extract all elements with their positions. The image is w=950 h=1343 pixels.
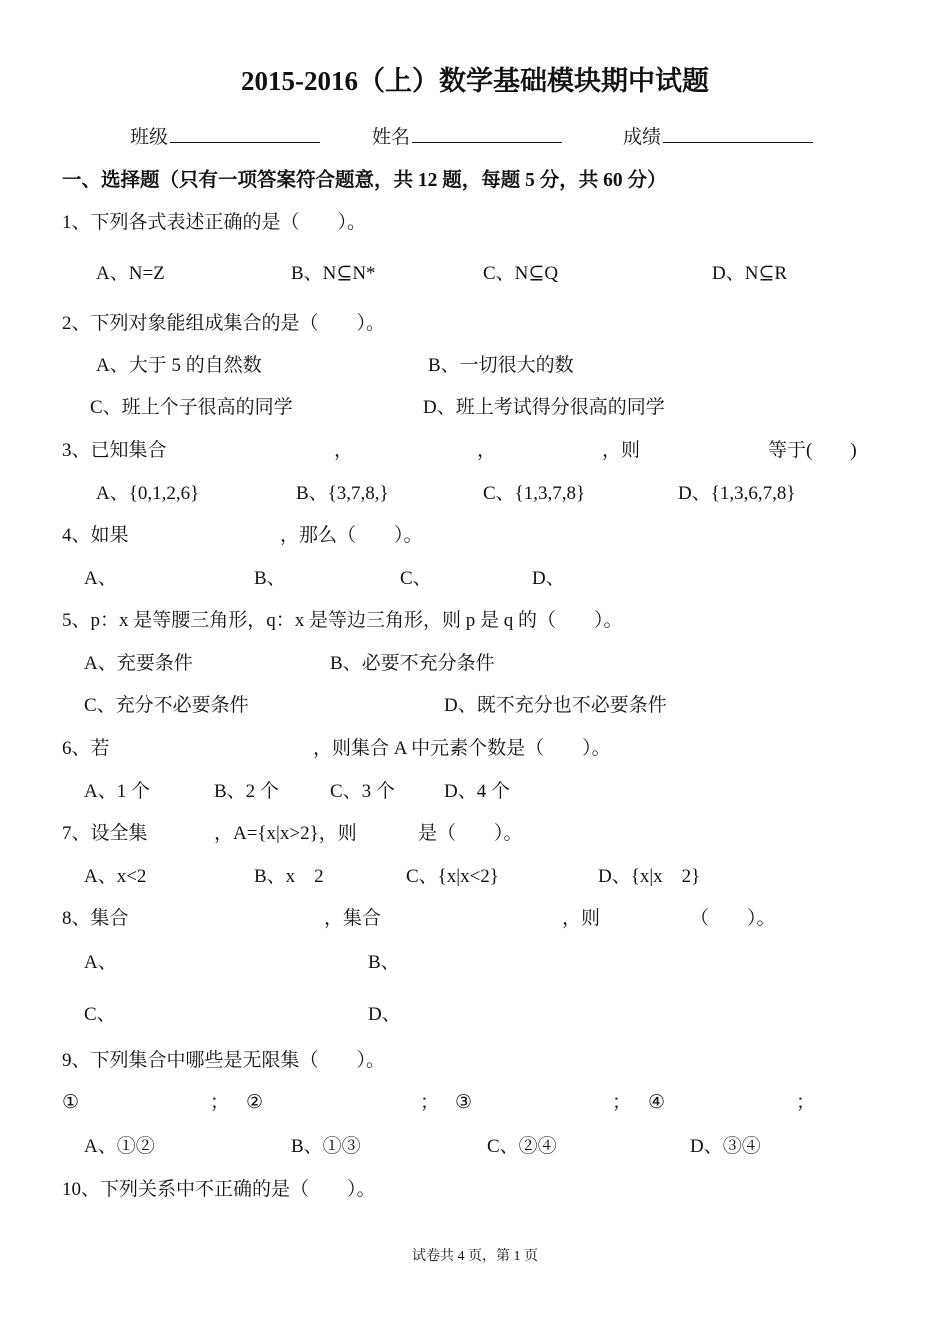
q7-stem-start: 7、设全集 (62, 823, 148, 844)
q3-comma-2: ， (477, 440, 497, 461)
q2-option-b: B、一切很大的数 (428, 355, 574, 376)
q9-sep-2: ； (420, 1092, 440, 1113)
q7-stem-end: 是（ ）。 (418, 823, 523, 844)
q2-option-d: D、班上考试得分很高的同学 (423, 397, 665, 418)
q5-stem: 5、p：x 是等腰三角形，q：x 是等边三角形，则 p 是 q 的（ ）。 (62, 610, 623, 631)
q8-option-c: C、 (84, 1004, 116, 1025)
q3-then: ，则 (602, 440, 641, 461)
q1-option-d: D、N⊆R (712, 263, 788, 284)
q8-option-b: B、 (368, 952, 400, 973)
q6-stem-start: 6、若 (62, 738, 110, 759)
q6-option-a: A、1 个 (84, 781, 150, 802)
q7-option-d: D、{x|x 2} (598, 866, 701, 887)
q9-sep-3: ； (612, 1092, 632, 1113)
q7-stem-mid: ，A={x|x>2}，则 (214, 823, 357, 844)
q3-comma-1: ， (334, 440, 354, 461)
q1-option-c: C、N⊆Q (483, 263, 559, 284)
q1-stem: 1、下列各式表述正确的是（ ）。 (62, 212, 367, 233)
class-blank (170, 141, 320, 143)
section-heading: 一、选择题（只有一项答案符合题意，共 12 题，每题 5 分，共 60 分） (62, 170, 667, 191)
score-label: 成绩 (623, 127, 662, 148)
class-field (130, 128, 320, 147)
q6-option-c: C、3 个 (330, 781, 395, 802)
q3-option-d: D、{1,3,6,7,8} (678, 483, 796, 504)
score-field (623, 128, 813, 147)
name-label: 姓名 (372, 127, 411, 148)
q3-option-b: B、{3,7,8,} (296, 483, 389, 504)
q4-option-d: D、 (532, 568, 565, 589)
q9-stem: 9、下列集合中哪些是无限集（ ）。 (62, 1050, 386, 1071)
q9-item-1: ① (62, 1092, 80, 1113)
q4-stem-start: 4、如果 (62, 525, 129, 546)
q6-option-b: B、2 个 (214, 781, 279, 802)
q4-option-a: A、 (84, 568, 117, 589)
q9-item-3: ③ (455, 1092, 473, 1113)
q8-option-d: D、 (368, 1004, 401, 1025)
q3-stem-start: 3、已知集合 (62, 440, 167, 461)
q7-option-a: A、x<2 (84, 866, 147, 887)
q5-option-b: B、必要不充分条件 (330, 653, 495, 674)
page-footer: 试卷共 4 页，第 1 页 (412, 1249, 538, 1264)
q9-option-a: A、①② (84, 1136, 155, 1157)
q2-option-c: C、班上个子很高的同学 (90, 397, 293, 418)
q9-option-d: D、③④ (690, 1136, 761, 1157)
q9-sep-1: ； (210, 1092, 230, 1113)
score-blank (663, 141, 813, 143)
q6-stem-end: ，则集合 A 中元素个数是（ ）。 (313, 738, 611, 759)
q9-option-c: C、②④ (487, 1136, 557, 1157)
q9-item-4: ④ (648, 1092, 666, 1113)
exam-title: 2015-2016（上）数学基础模块期中试题 (241, 66, 709, 96)
q5-option-c: C、充分不必要条件 (84, 695, 249, 716)
q1-option-b: B、N⊆N* (291, 263, 376, 284)
q9-sep-4: ； (796, 1092, 816, 1113)
q8-stem-then: ，则 (562, 908, 601, 929)
q8-stem-end: （ ）。 (690, 908, 776, 929)
q9-item-2: ② (246, 1092, 264, 1113)
q8-stem-start: 8、集合 (62, 908, 129, 929)
q5-option-a: A、充要条件 (84, 653, 193, 674)
q8-stem-set: ，集合 (324, 908, 382, 929)
q4-option-b: B、 (254, 568, 286, 589)
q6-option-d: D、4 个 (444, 781, 510, 802)
name-field (372, 128, 562, 147)
q3-option-c: C、{1,3,7,8} (483, 483, 586, 504)
q4-option-c: C、 (400, 568, 432, 589)
q5-option-d: D、既不充分也不必要条件 (444, 695, 667, 716)
q2-option-a: A、大于 5 的自然数 (96, 355, 262, 376)
q4-stem-end: ，那么（ ）。 (280, 525, 423, 546)
q8-option-a: A、 (84, 952, 117, 973)
q2-stem: 2、下列对象能组成集合的是（ ）。 (62, 313, 386, 334)
q1-option-a: A、N=Z (96, 263, 165, 284)
q3-equals: 等于( ) (768, 440, 857, 461)
q3-option-a: A、{0,1,2,6} (96, 483, 200, 504)
q7-option-b: B、x 2 (254, 866, 324, 887)
class-label: 班级 (130, 127, 169, 148)
name-blank (412, 141, 562, 143)
q10-stem: 10、下列关系中不正确的是（ ）。 (62, 1179, 376, 1200)
q7-option-c: C、{x|x<2} (406, 866, 499, 887)
q9-option-b: B、①③ (291, 1136, 361, 1157)
